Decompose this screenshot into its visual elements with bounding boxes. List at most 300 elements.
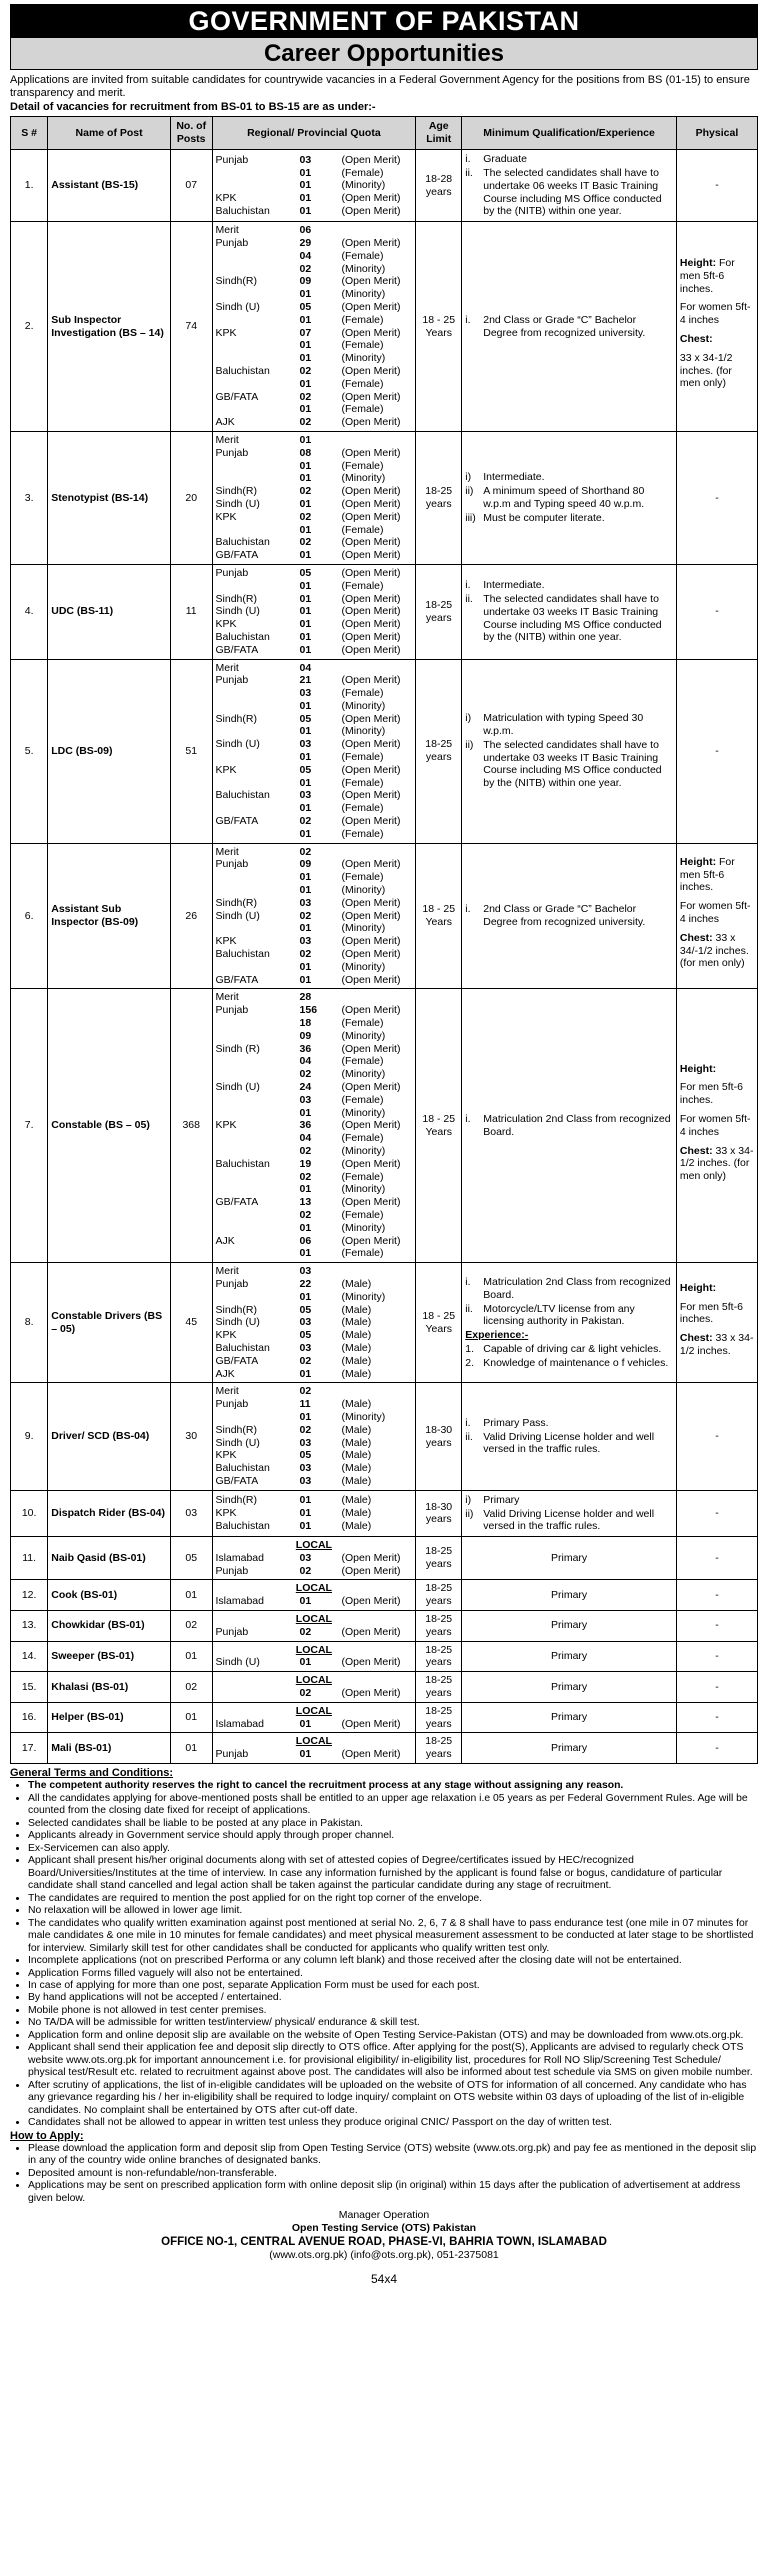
terms-item: • By hand applications will not be accepted / entertained. bbox=[28, 1992, 758, 2004]
quota-count: 05 bbox=[299, 763, 312, 776]
footer-contact: (www.ots.org.pk) (info@ots.org.pk), 051-2375081 bbox=[269, 2249, 499, 2262]
qualification-text: Matriculation with typing Speed 30 w.p.m. bbox=[483, 712, 644, 737]
quota-region: Merit bbox=[215, 224, 239, 237]
row-post-count: 20 bbox=[170, 431, 212, 564]
row-post-count: 30 bbox=[170, 1383, 212, 1490]
row-post-count: 02 bbox=[170, 1611, 212, 1642]
qualification-text: Primary bbox=[483, 1493, 520, 1506]
qualification-item bbox=[465, 1494, 673, 1507]
quota-category: (Male) bbox=[341, 1367, 372, 1380]
row-age-limit: 18 - 25 Years bbox=[416, 843, 462, 989]
qualification-item bbox=[465, 485, 673, 511]
qualification-text: Primary bbox=[550, 1741, 588, 1754]
quota-region bbox=[216, 403, 298, 416]
physical-line: For men 5ft-6 inches. bbox=[679, 1300, 743, 1326]
quota-region: Merit bbox=[215, 1265, 239, 1278]
quota-count: 03 bbox=[299, 687, 312, 700]
quota-count: 01 bbox=[299, 699, 312, 712]
quota-region: Merit bbox=[215, 1385, 239, 1398]
quota-count: 04 bbox=[299, 1055, 312, 1068]
table-body bbox=[11, 150, 758, 1764]
row-sno: 12. bbox=[11, 1580, 48, 1611]
row-post-name: Driver/ SCD (BS-04) bbox=[48, 1383, 171, 1490]
qualification-number: ii. bbox=[465, 593, 473, 606]
quota-category: (Female) bbox=[341, 1132, 384, 1145]
quota-region: Merit bbox=[215, 991, 239, 1004]
row-post-name: Naib Qasid (BS-01) bbox=[48, 1537, 171, 1580]
physical-label: Chest: bbox=[679, 1332, 713, 1345]
qualification-item bbox=[465, 1508, 673, 1534]
quota-region: Sindh(R) bbox=[215, 896, 257, 909]
quota-region bbox=[216, 961, 298, 974]
row-quota bbox=[212, 1537, 416, 1580]
quota-count: 05 bbox=[299, 566, 312, 579]
quota-region: KPK bbox=[215, 763, 237, 776]
quota-region bbox=[216, 167, 298, 180]
row-age-limit: 18-25 years bbox=[416, 1702, 462, 1733]
quota-region: Sindh(R) bbox=[215, 1494, 257, 1507]
terms-item: • Mobile phone is not allowed in test center premises. bbox=[28, 2005, 758, 2017]
physical-label: Chest: bbox=[679, 931, 713, 944]
quota-count: 24 bbox=[299, 1081, 312, 1093]
quota-count: 02 bbox=[299, 364, 312, 377]
qualification-item bbox=[465, 153, 673, 166]
row-physical: - bbox=[676, 1537, 757, 1580]
row-quota bbox=[212, 1733, 416, 1764]
qualification-text: Valid Driving License holder and well versed in the traffic rules. bbox=[483, 1430, 655, 1456]
row-age-limit: 18-25 years bbox=[416, 1641, 462, 1672]
qualification-text: Primary bbox=[550, 1619, 588, 1632]
quota-count: 02 bbox=[299, 1385, 312, 1398]
quota-count: 03 bbox=[299, 896, 312, 909]
table-row bbox=[11, 222, 758, 432]
qualification-number: i. bbox=[465, 313, 471, 326]
quota-region: KPK bbox=[215, 192, 237, 205]
row-qualification bbox=[462, 1490, 677, 1536]
terms-title: General Terms and Conditions: bbox=[10, 1767, 173, 1780]
quota-category: (Open Merit) bbox=[341, 566, 401, 579]
quota-region bbox=[216, 179, 298, 192]
qualification-item bbox=[465, 1417, 673, 1430]
quota-region bbox=[216, 1055, 298, 1068]
quota-category: (Minority) bbox=[341, 1410, 386, 1423]
quota-category: (Open Merit) bbox=[341, 497, 401, 510]
row-qualification bbox=[462, 431, 677, 564]
quota-count: 01 bbox=[299, 192, 312, 205]
row-quota bbox=[212, 150, 416, 222]
quota-region bbox=[216, 777, 298, 790]
table-row bbox=[11, 1641, 758, 1672]
quota-category: (Open Merit) bbox=[341, 712, 401, 725]
quota-count: 08 bbox=[299, 446, 312, 459]
quota-category: (Open Merit) bbox=[341, 1717, 401, 1730]
row-post-name: UDC (BS-11) bbox=[48, 564, 171, 659]
quota-region: Baluchistan bbox=[215, 1341, 270, 1354]
qualification-item bbox=[465, 579, 673, 592]
qualification-text: Primary bbox=[550, 1551, 588, 1564]
row-post-count: 51 bbox=[170, 659, 212, 843]
quota-region: Baluchistan bbox=[215, 1519, 270, 1532]
qualification-number: ii) bbox=[465, 1507, 474, 1520]
apply-item: • Please download the application form and deposit slip from Open Testing Service (OTS) website (www.ots.org.pk) and pay fee as mentioned in the deposit slip in any of the country wide online branches of designated banks. bbox=[28, 2143, 758, 2168]
quota-category: (Open Merit) bbox=[341, 326, 401, 339]
quota-region bbox=[216, 700, 298, 713]
quota-category: (Minority) bbox=[341, 352, 386, 365]
row-quota bbox=[212, 1263, 416, 1383]
apply-list bbox=[10, 2143, 758, 2205]
quota-region bbox=[216, 725, 298, 738]
quota-category: (Open Merit) bbox=[341, 1551, 401, 1564]
quota-grid bbox=[216, 1494, 413, 1532]
qualification-number: i) bbox=[465, 1493, 472, 1506]
quota-region: Islamabad bbox=[215, 1595, 264, 1608]
quota-grid bbox=[216, 1674, 413, 1700]
quota-category: (Minority) bbox=[341, 725, 386, 738]
quota-count: 09 bbox=[299, 1029, 312, 1042]
quota-count: 04 bbox=[299, 1132, 312, 1145]
quota-region bbox=[216, 802, 298, 815]
quota-category: (Female) bbox=[341, 827, 384, 840]
row-sno: 11. bbox=[11, 1537, 48, 1580]
quota-count: 09 bbox=[299, 858, 312, 871]
quota-region: Sindh(R) bbox=[215, 1303, 257, 1316]
footer-address: OFFICE NO-1, CENTRAL AVENUE ROAD, PHASE-VI, BAHRIA TOWN, ISLAMABAD bbox=[161, 2236, 607, 2248]
qualification-text: 2nd Class or Grade “C” Bachelor Degree from recognized university. bbox=[483, 313, 646, 339]
quota-count: 01 bbox=[299, 1410, 312, 1423]
row-physical: - bbox=[676, 1702, 757, 1733]
header-age: Age Limit bbox=[416, 117, 462, 150]
physical-label: Chest: bbox=[679, 332, 713, 345]
quota-region bbox=[216, 1687, 298, 1700]
row-quota bbox=[212, 564, 416, 659]
qualification-item bbox=[465, 1303, 673, 1329]
quota-count: 02 bbox=[299, 1144, 312, 1157]
physical-line: Chest: 33 x 34-1/2 inches. (for men only) bbox=[679, 1144, 754, 1183]
physical-label: Height: bbox=[679, 256, 717, 269]
header-qualification: Minimum Qualification/Experience bbox=[462, 117, 677, 150]
table-row bbox=[11, 989, 758, 1263]
qualification-number: ii. bbox=[465, 1430, 473, 1443]
quota-count: 05 bbox=[299, 1329, 312, 1342]
qualification-number: i) bbox=[465, 471, 472, 484]
quota-count: 02 bbox=[299, 262, 312, 275]
table-row bbox=[11, 659, 758, 843]
quota-count: 13 bbox=[299, 1196, 312, 1209]
quota-region bbox=[216, 288, 298, 301]
table-row bbox=[11, 1537, 758, 1580]
row-post-name: Dispatch Rider (BS-04) bbox=[48, 1490, 171, 1536]
terms-item: • No relaxation will be allowed in lower age limit. bbox=[28, 1905, 758, 1917]
quota-category: (Female) bbox=[341, 313, 384, 326]
quota-count: 01 bbox=[299, 884, 312, 897]
physical-label: Chest: bbox=[679, 1144, 713, 1157]
quota-region bbox=[216, 1411, 298, 1424]
quota-category: (Male) bbox=[341, 1494, 372, 1507]
row-post-count: 01 bbox=[170, 1641, 212, 1672]
quota-category: (Open Merit) bbox=[341, 1687, 401, 1700]
quota-region: KPK bbox=[215, 326, 237, 339]
row-age-limit: 18-25 years bbox=[416, 659, 462, 843]
quota-region: GB/FATA bbox=[215, 973, 259, 986]
terms-item: • Applicant shall present his/her original documents along with set of attested copies of Degree/certificates issued by HEC/recognized Board/Universities/Institutes at the time of interview. In case any information furnished by the applicant is found false or bogus, candidature of particular candidate shall stand cancelled and legal action shall be taken against the particular candidate during any stage of recruitment. bbox=[28, 1855, 758, 1892]
table-header-row bbox=[11, 117, 758, 150]
quota-grid bbox=[216, 1613, 413, 1639]
qualification-number: ii) bbox=[465, 485, 474, 498]
terms-item: • Incomplete applications (not on prescribed Performa or any column left blank) and those received after the closing date will not be entertained. bbox=[28, 1955, 758, 1967]
table-row bbox=[11, 843, 758, 989]
quota-region: Baluchistan bbox=[215, 630, 270, 643]
intro bbox=[10, 74, 758, 114]
quota-count: 02 bbox=[299, 1625, 312, 1638]
qualification-item bbox=[465, 512, 673, 525]
quota-category: (Open Merit) bbox=[341, 1564, 401, 1577]
quota-region: Baluchistan bbox=[215, 789, 270, 802]
row-qualification bbox=[462, 1641, 677, 1672]
quota-category: (Female) bbox=[341, 377, 384, 390]
quota-count: 02 bbox=[299, 1423, 312, 1436]
quota-category: (Open Merit) bbox=[341, 948, 401, 961]
quota-count: 01 bbox=[299, 459, 312, 472]
quota-category: (Female) bbox=[341, 776, 384, 789]
quota-category: (Minority) bbox=[341, 1290, 386, 1303]
quota-count: 01 bbox=[299, 776, 312, 789]
quota-category bbox=[342, 434, 413, 447]
quota-region: Punjab bbox=[215, 446, 249, 459]
quota-count: 01 bbox=[299, 523, 312, 536]
quota-count: 02 bbox=[299, 845, 312, 858]
quota-category: (Open Merit) bbox=[341, 674, 401, 687]
row-post-count: 26 bbox=[170, 843, 212, 989]
terms-item: • Application Forms filled vaguely will also not be entertained. bbox=[28, 1968, 758, 1980]
row-age-limit: 18-25 years bbox=[416, 1733, 462, 1764]
quota-count: 01 bbox=[299, 605, 312, 618]
row-sno: 6. bbox=[11, 843, 48, 989]
quota-region: Sindh(R) bbox=[215, 275, 257, 288]
quota-category: (Open Merit) bbox=[341, 1157, 401, 1170]
quota-region bbox=[216, 1183, 298, 1196]
row-post-count: 02 bbox=[170, 1672, 212, 1703]
row-qualification bbox=[462, 1580, 677, 1611]
quota-count: 05 bbox=[299, 300, 312, 313]
quota-category: (Open Merit) bbox=[341, 605, 401, 618]
quota-region bbox=[216, 1068, 298, 1081]
quota-category: (Female) bbox=[341, 1093, 384, 1106]
quota-region bbox=[216, 1107, 298, 1120]
apply-item: • Applications may be sent on prescribed application form with online deposit slip (in original) within 15 days after the publication of advertisement at address given below. bbox=[28, 2180, 758, 2205]
quota-count: 01 bbox=[299, 579, 312, 592]
row-sno: 4. bbox=[11, 564, 48, 659]
quota-count: 01 bbox=[299, 1507, 312, 1519]
quota-count: 02 bbox=[299, 416, 312, 429]
row-physical: - bbox=[676, 1672, 757, 1703]
quota-category bbox=[342, 224, 413, 237]
quota-count: 01 bbox=[299, 1106, 312, 1119]
row-sno: 17. bbox=[11, 1733, 48, 1764]
row-sno: 2. bbox=[11, 222, 48, 432]
quota-count: 01 bbox=[299, 339, 312, 352]
quota-category: (Female) bbox=[341, 687, 384, 700]
qualification-text: Primary bbox=[550, 1588, 588, 1601]
quota-category: (Minority) bbox=[341, 472, 386, 485]
physical-line: For women 5ft-4 inches bbox=[679, 1112, 751, 1138]
quota-region: GB/FATA bbox=[215, 1474, 259, 1487]
quota-grid bbox=[216, 1735, 413, 1761]
row-qualification bbox=[462, 1702, 677, 1733]
row-qualification bbox=[462, 989, 677, 1263]
row-qualification bbox=[462, 150, 677, 222]
quota-category: (Minority) bbox=[341, 1029, 386, 1042]
table-row bbox=[11, 564, 758, 659]
qualification-item bbox=[465, 1276, 673, 1302]
physical-line: Height: For men 5ft-6 inches. bbox=[679, 256, 735, 295]
quota-count: 18 bbox=[299, 1017, 312, 1030]
quota-category: (Open Merit) bbox=[341, 763, 401, 776]
quota-region: Baluchistan bbox=[215, 536, 270, 549]
quota-count: 01 bbox=[299, 630, 312, 643]
physical-line: For women 5ft-4 inches bbox=[679, 900, 751, 926]
qualification-text: The selected candidates shall have to undertake 06 weeks IT Basic Training Course including MS Office conducted by the (NITB) within one year. bbox=[483, 167, 662, 218]
qualification-number: ii. bbox=[465, 167, 473, 180]
quota-region: Islamabad bbox=[215, 1717, 264, 1730]
quota-region: Sindh (U) bbox=[215, 497, 260, 510]
quota-count: 09 bbox=[299, 275, 312, 288]
quota-region bbox=[216, 314, 298, 327]
quota-region: Sindh (U) bbox=[215, 909, 260, 922]
quota-count: 03 bbox=[299, 935, 312, 948]
quota-category: (Male) bbox=[341, 1277, 372, 1290]
quota-local-label: LOCAL bbox=[295, 1674, 332, 1687]
row-quota bbox=[212, 1672, 416, 1703]
quota-category: (Minority) bbox=[341, 884, 386, 897]
row-quota bbox=[212, 1580, 416, 1611]
terms-item: • All the candidates applying for above-mentioned posts shall be entitled to an upper age relaxation i.e 05 years as per Federal Government Rules. Age will be counted from the closing date fixed for receipt of applications. bbox=[28, 1793, 758, 1818]
quota-region bbox=[216, 1291, 298, 1304]
row-post-name: LDC (BS-09) bbox=[48, 659, 171, 843]
quota-category: (Female) bbox=[341, 1055, 384, 1068]
quota-count: 01 bbox=[299, 288, 312, 301]
quota-count: 02 bbox=[299, 1687, 312, 1700]
quota-count: 156 bbox=[299, 1004, 318, 1017]
table-row bbox=[11, 1611, 758, 1642]
quota-count: 01 bbox=[299, 618, 312, 631]
quota-count: 01 bbox=[299, 960, 312, 973]
row-qualification bbox=[462, 564, 677, 659]
quota-count: 01 bbox=[299, 1656, 312, 1669]
row-physical: - bbox=[676, 564, 757, 659]
quota-category: (Male) bbox=[341, 1462, 372, 1475]
quota-region bbox=[216, 828, 298, 841]
quota-count: 01 bbox=[299, 179, 312, 192]
row-post-count: 01 bbox=[170, 1733, 212, 1764]
quota-count: 07 bbox=[299, 326, 312, 339]
qualification-item bbox=[465, 1357, 673, 1370]
quota-region: Sindh (U) bbox=[215, 1316, 260, 1329]
quota-count: 01 bbox=[299, 1494, 312, 1507]
row-quota bbox=[212, 843, 416, 989]
row-quota bbox=[212, 222, 416, 432]
quota-count: 02 bbox=[299, 948, 312, 961]
quota-category: (Minority) bbox=[341, 960, 386, 973]
quota-category: (Open Merit) bbox=[341, 1234, 401, 1247]
quota-category bbox=[342, 1265, 413, 1278]
quota-count: 01 bbox=[299, 472, 312, 485]
quota-region: Sindh(R) bbox=[215, 485, 257, 498]
quota-count: 01 bbox=[299, 313, 312, 326]
row-quota bbox=[212, 1641, 416, 1672]
intro-text: Applications are invited from suitable candidates for countrywide vacancies in a Federal Government Agency for the positions from BS (01-15) to ensure transparency and merit. bbox=[10, 74, 750, 100]
qualification-number: i. bbox=[465, 579, 471, 592]
quota-count: 22 bbox=[299, 1277, 312, 1290]
terms-item: • Ex-Servicemen can also apply. bbox=[28, 1843, 758, 1855]
quota-count: 01 bbox=[299, 377, 312, 390]
row-physical: - bbox=[676, 431, 757, 564]
quota-category: (Female) bbox=[341, 871, 384, 884]
quota-count: 01 bbox=[299, 643, 312, 656]
physical-line bbox=[680, 333, 754, 346]
quota-category: (Open Merit) bbox=[341, 1081, 401, 1093]
table-row bbox=[11, 1383, 758, 1490]
quota-category: (Open Merit) bbox=[341, 815, 401, 828]
quota-region bbox=[216, 871, 298, 884]
quota-local-label: LOCAL bbox=[295, 1704, 332, 1717]
qualification-number: 1. bbox=[465, 1342, 474, 1355]
quota-region bbox=[216, 1145, 298, 1158]
row-qualification bbox=[462, 1611, 677, 1642]
row-quota bbox=[212, 1490, 416, 1536]
quota-region: Sindh(R) bbox=[215, 712, 257, 725]
quota-category: (Female) bbox=[341, 1208, 384, 1221]
quota-count: 11 bbox=[299, 1398, 311, 1411]
quota-category: (Open Merit) bbox=[341, 416, 401, 429]
row-sno: 9. bbox=[11, 1383, 48, 1490]
qualification-text: Primary bbox=[550, 1680, 588, 1693]
qualification-item bbox=[465, 314, 673, 340]
quota-region: Sindh (U) bbox=[215, 738, 260, 751]
quota-category: (Female) bbox=[341, 751, 384, 764]
quota-count: 01 bbox=[299, 1748, 312, 1761]
quota-region: Punjab bbox=[215, 566, 249, 579]
quota-category: (Male) bbox=[341, 1519, 372, 1532]
quota-count: 01 bbox=[299, 403, 312, 416]
quota-region bbox=[216, 1030, 298, 1043]
row-post-name: Constable Drivers (BS – 05) bbox=[48, 1263, 171, 1383]
header-quota: Regional/ Provincial Quota bbox=[212, 117, 416, 150]
row-post-count: 45 bbox=[170, 1263, 212, 1383]
quota-region: Punjab bbox=[215, 858, 249, 871]
qualification-text: Experience:- bbox=[465, 1329, 529, 1342]
quota-region bbox=[216, 884, 298, 897]
physical-label: Height: bbox=[679, 1062, 717, 1075]
row-age-limit: 18-30 years bbox=[416, 1383, 462, 1490]
row-sno: 13. bbox=[11, 1611, 48, 1642]
quota-local-label: LOCAL bbox=[295, 1539, 332, 1552]
quota-region: Baluchistan bbox=[215, 364, 270, 377]
quota-region bbox=[216, 1209, 298, 1222]
row-post-name: Assistant (BS-15) bbox=[48, 150, 171, 222]
qualification-text: Must be computer literate. bbox=[483, 511, 605, 524]
row-physical: - bbox=[676, 1733, 757, 1764]
quota-region bbox=[216, 1017, 298, 1030]
qualification-text: Primary bbox=[550, 1650, 588, 1663]
row-age-limit: 18 - 25 Years bbox=[416, 989, 462, 1263]
quota-category: (Open Merit) bbox=[341, 973, 401, 986]
row-post-count: 368 bbox=[170, 989, 212, 1263]
quota-region: GB/FATA bbox=[215, 643, 259, 656]
row-physical bbox=[676, 222, 757, 432]
terms-item: • The competent authority reserves the right to cancel the recruitment process at any stage without assigning any reason. bbox=[28, 1780, 758, 1792]
header-posts: No. of Posts bbox=[170, 117, 212, 150]
quota-count: 05 bbox=[299, 1449, 312, 1462]
